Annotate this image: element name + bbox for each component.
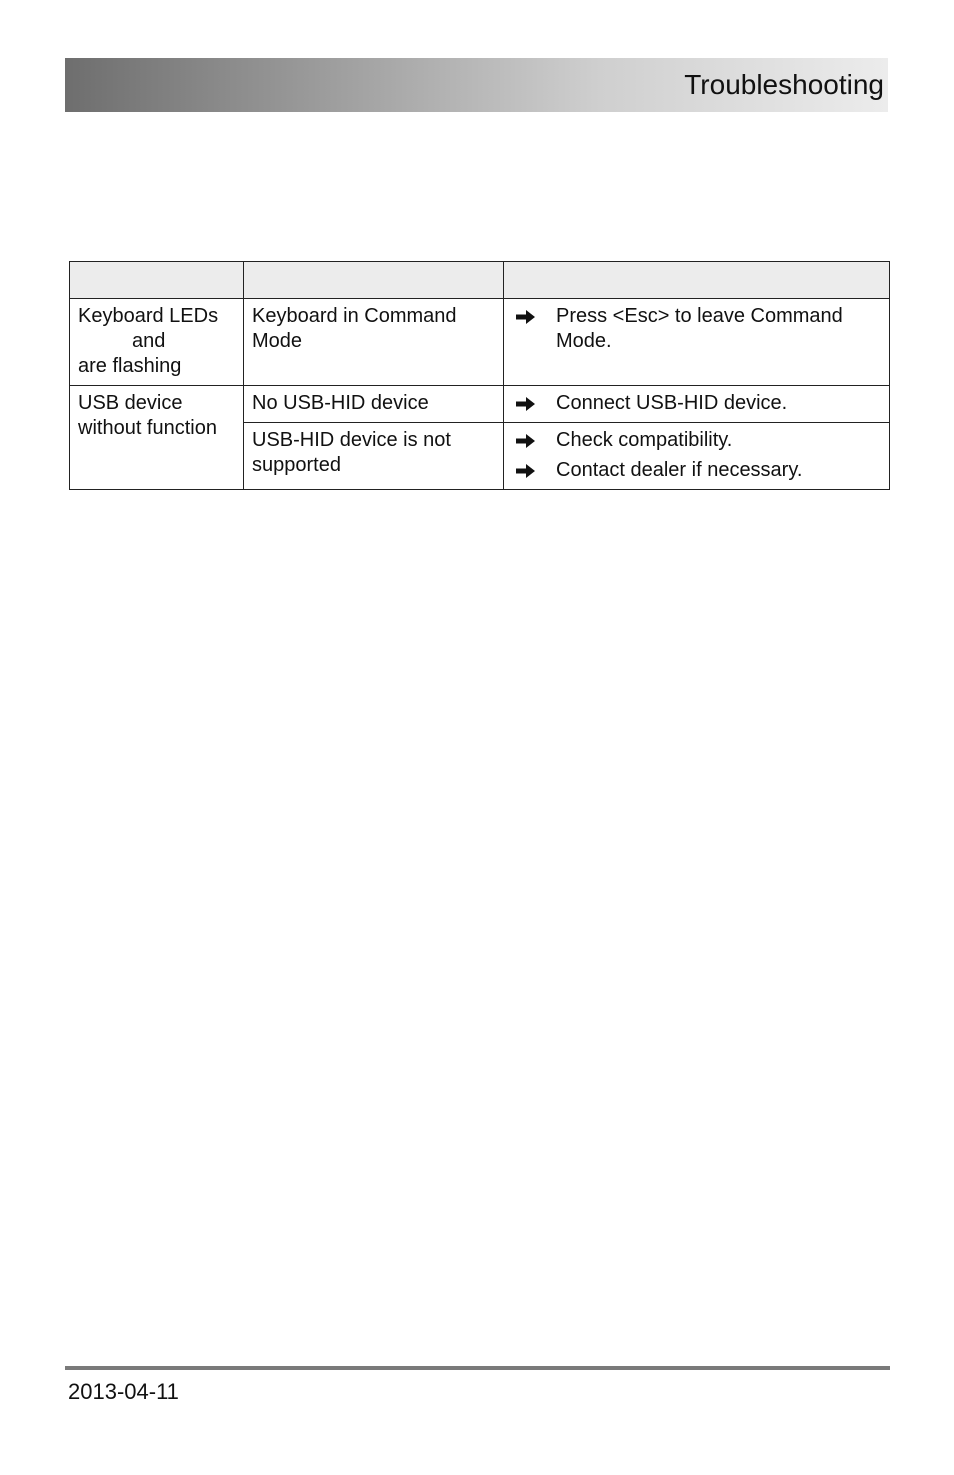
remedy-item <box>512 458 881 483</box>
problem-cell: USB device without function <box>70 386 244 490</box>
problem-text: are flashing <box>78 355 182 377</box>
arrow-right-icon <box>512 391 556 412</box>
remedy-text: Press <Esc> to leave Command Mode. <box>556 305 843 352</box>
arrow-right-icon <box>512 304 556 325</box>
header-cell-remedy <box>504 262 890 299</box>
cause-cell: Keyboard in Command Mode <box>244 299 504 386</box>
problem-text: Keyboard LEDs <box>78 305 219 327</box>
footer-divider <box>65 1366 890 1370</box>
arrow-right-icon <box>512 458 556 479</box>
remedy-item <box>512 391 881 416</box>
header-cell-cause <box>244 262 504 299</box>
header-bar <box>65 58 888 112</box>
page-title: Troubleshooting <box>684 69 884 100</box>
remedy-cell <box>504 299 890 386</box>
remedy-text: Contact dealer if necessary. <box>556 459 803 481</box>
arrow-right-icon <box>512 428 556 449</box>
table-row <box>70 299 890 386</box>
cause-cell: USB-HID device is not supported <box>244 423 504 490</box>
header-cell-problem <box>70 262 244 299</box>
remedy-item <box>512 428 881 453</box>
table-row <box>70 386 890 423</box>
remedy-text: Check compatibility. <box>556 429 733 451</box>
cause-cell: No USB-HID device <box>244 386 504 423</box>
remedy-cell <box>504 386 890 423</box>
remedy-cell <box>504 423 890 490</box>
problem-text: and <box>132 330 166 352</box>
remedy-text: Connect USB-HID device. <box>556 392 788 414</box>
remedy-item <box>512 304 881 354</box>
problem-cell <box>70 299 244 386</box>
table-header-row <box>70 262 890 299</box>
footer-date: 2013-04-11 <box>68 1379 179 1404</box>
troubleshooting-table <box>69 261 890 490</box>
